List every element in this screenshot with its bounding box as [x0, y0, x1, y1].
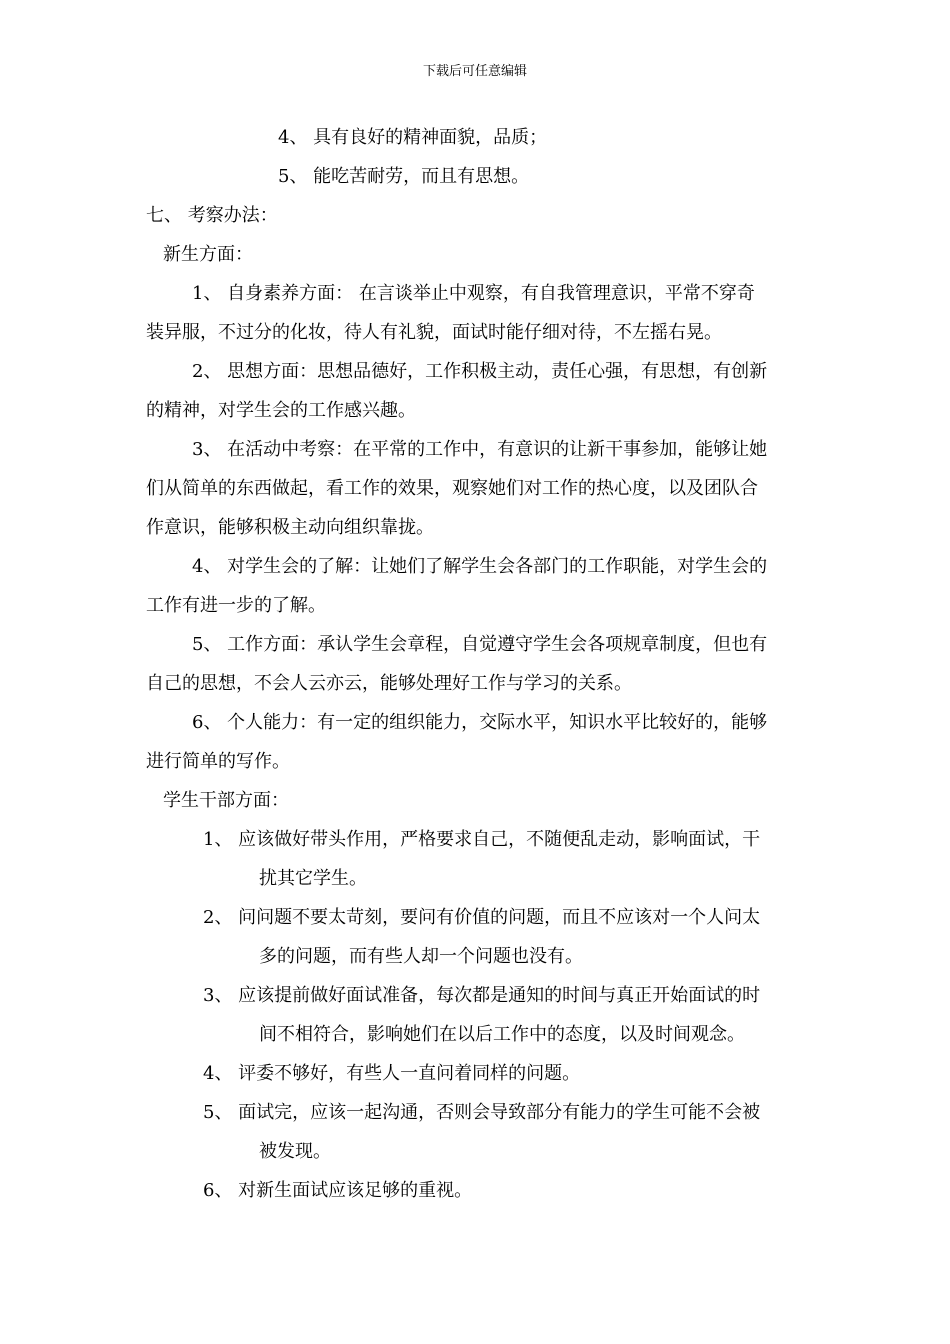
cadres-item-1-line-1: 1、 应该做好带头作用，严格要求自己，不随便乱走动，影响面试，干	[203, 829, 761, 850]
new-students-item-1-line-2: 装异服，不过分的化妆，待人有礼貌，面试时能仔细对待，不左摇右晃。	[146, 322, 722, 343]
new-students-item-2-line-1: 2、 思想方面：思想品德好，工作积极主动，责任心强，有思想，有创新	[192, 361, 768, 382]
new-students-heading: 新生方面：	[163, 244, 253, 265]
cadres-item-6-line-1: 6、 对新生面试应该足够的重视。	[203, 1180, 473, 1201]
new-students-item-1-line-1: 1、 自身素养方面： 在言谈举止中观察，有自我管理意识，平常不穿奇	[192, 283, 755, 304]
cadres-heading: 学生干部方面：	[163, 790, 289, 811]
section-title: 七、 考察办法：	[146, 205, 278, 226]
new-students-item-2-line-2: 的精神，对学生会的工作感兴趣。	[146, 400, 416, 421]
new-students-item-6-line-2: 进行简单的写作。	[146, 751, 290, 772]
requirement-item-5: 5、 能吃苦耐劳，而且有思想。	[278, 166, 530, 187]
new-students-item-6-line-1: 6、 个人能力：有一定的组织能力，交际水平，知识水平比较好的，能够	[192, 712, 768, 733]
cadres-item-4-line-1: 4、 评委不够好，有些人一直问着同样的问题。	[203, 1063, 581, 1084]
new-students-item-3-line-2: 们从简单的东西做起，看工作的效果，观察她们对工作的热心度，以及团队合	[146, 478, 758, 499]
page-header-note: 下载后可任意编辑	[422, 64, 527, 79]
new-students-item-3-line-1: 3、 在活动中考察：在平常的工作中，有意识的让新干事参加，能够让她	[192, 439, 768, 460]
requirement-item-4: 4、 具有良好的精神面貌，品质；	[278, 127, 548, 148]
cadres-item-2-line-2: 多的问题，而有些人却一个问题也没有。	[259, 946, 583, 967]
cadres-item-3-line-2: 间不相符合，影响她们在以后工作中的态度，以及时间观念。	[259, 1024, 745, 1045]
new-students-item-4-line-2: 工作有进一步的了解。	[146, 595, 326, 616]
new-students-item-4-line-1: 4、 对学生会的了解：让她们了解学生会各部门的工作职能，对学生会的	[192, 556, 768, 577]
cadres-item-1-line-2: 扰其它学生。	[259, 868, 367, 889]
new-students-item-5-line-2: 自己的思想，不会人云亦云，能够处理好工作与学习的关系。	[146, 673, 632, 694]
cadres-item-3-line-1: 3、 应该提前做好面试准备，每次都是通知的时间与真正开始面试的时	[203, 985, 761, 1006]
cadres-item-5-line-2: 被发现。	[259, 1141, 331, 1162]
cadres-item-2-line-1: 2、 问问题不要太苛刻，要问有价值的问题，而且不应该对一个人问太	[203, 907, 761, 928]
new-students-item-3-line-3: 作意识，能够积极主动向组织靠拢。	[146, 517, 434, 538]
cadres-item-5-line-1: 5、 面试完，应该一起沟通，否则会导致部分有能力的学生可能不会被	[203, 1102, 761, 1123]
new-students-item-5-line-1: 5、 工作方面：承认学生会章程，自觉遵守学生会各项规章制度，但也有	[192, 634, 768, 655]
